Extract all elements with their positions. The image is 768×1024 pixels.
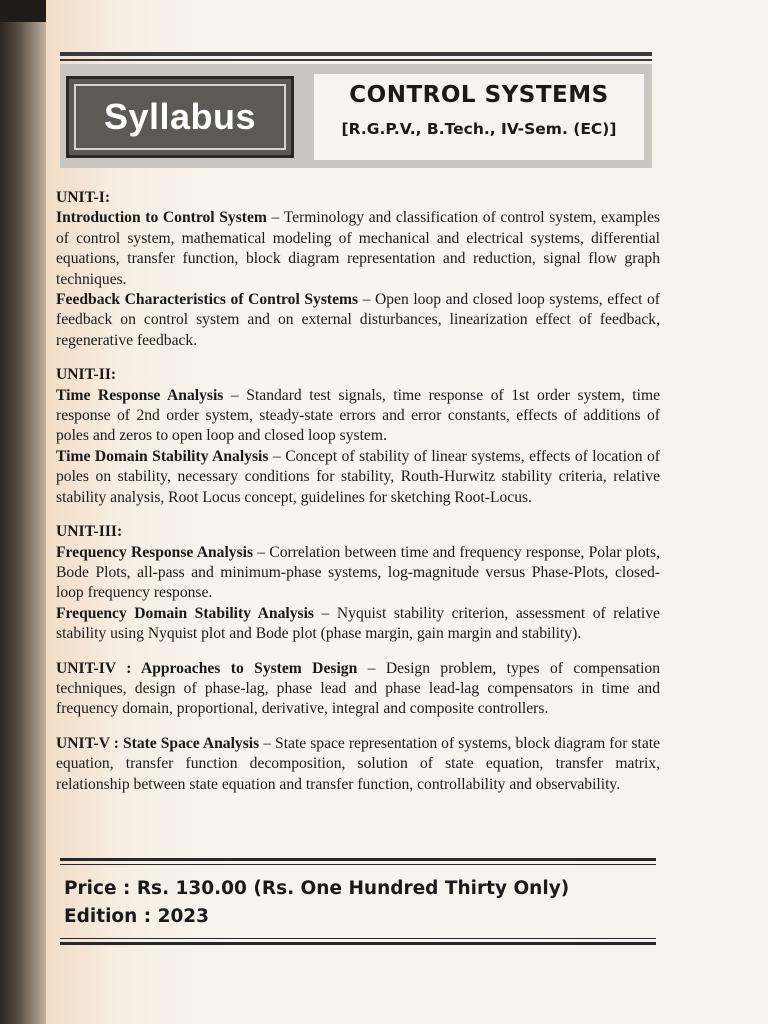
syllabus-content <box>56 188 660 809</box>
price-footer <box>60 858 656 948</box>
topic-title: Frequency Domain Stability Analysis <box>56 604 315 622</box>
footer-rule-top-thin <box>60 864 656 865</box>
topic-text: – Correlation between time and frequency response, Polar plots, Bode Plots, all-pass and minimum-phase systems, log-magnitude versus Phase-Plots, closed-loop frequency response. <box>56 543 660 602</box>
syllabus-badge-label: Syllabus <box>103 96 257 137</box>
topic-text: – Nyquist stability criterion, assessment of relative stability using Nyquist plot and Bode plot (phase margin, gain margin and stability). <box>56 604 660 643</box>
topic-title: Feedback Characteristics of Control Systems <box>56 291 359 309</box>
topic-text: – Design problem, types of compensation techniques, design of phase-lag, phase lead and phase lead-lag compensators in time and frequency domain, proportional, derivative, integral and composite controllers. <box>56 659 660 718</box>
unit-label: UNIT-V : <box>56 734 123 752</box>
topic-paragraph <box>56 734 660 795</box>
syllabus-header <box>60 52 652 170</box>
unit-4 <box>56 659 660 720</box>
edition-text: Edition : 2023 <box>64 906 210 927</box>
topic-paragraph <box>56 604 660 645</box>
course-subtitle: [R.G.P.V., B.Tech., IV-Sem. (EC)] <box>341 120 617 138</box>
topic-title: Approaches to System Design <box>140 659 358 677</box>
topic-paragraph <box>56 208 660 290</box>
topic-text: – State space representation of systems, block diagram for state equation, transfer function decomposition, solution of state equation, transfer matrix, relationship between state equation and transfer function, controllability and observability. <box>56 734 660 793</box>
subject-title: CONTROL SYSTEMS <box>349 82 609 108</box>
topic-title: State Space Analysis <box>122 734 260 752</box>
topic-title: Frequency Response Analysis <box>56 543 254 561</box>
unit-5 <box>56 734 660 795</box>
unit-label: UNIT-III: <box>56 523 123 541</box>
header-rule-top <box>60 52 652 56</box>
topic-title: Introduction to Control System <box>56 209 267 227</box>
topic-text: – Standard test signals, time response of 1st order system, time response of 2nd order system, steady-state errors and error constants, effects of additions of poles and zeros to open loop and closed loop system. <box>56 386 661 445</box>
unit-label: UNIT-IV : <box>56 659 141 677</box>
topic-title: Time Response Analysis <box>56 386 224 404</box>
topic-text: – Terminology and classification of control system, examples of control system, mathematical modeling of mechanical and electrical systems, differential equations, transfer function, block diagram representation and reduction, signal flow graph techniques. <box>56 209 660 288</box>
price-text: Price : Rs. 130.00 (Rs. One Hundred Thirty Only) <box>64 878 570 899</box>
page-binding-shadow <box>0 0 48 1024</box>
syllabus-badge <box>66 76 294 158</box>
footer-rule-bottom <box>60 942 656 945</box>
footer-rule-top <box>60 858 656 861</box>
header-rule-top-thin <box>60 59 652 61</box>
unit-1 <box>56 188 660 351</box>
topic-paragraph <box>56 447 660 508</box>
unit-2 <box>56 365 660 508</box>
topic-text: – Open loop and closed loop systems, effect of feedback on control system and on external disturbances, linearization effect of feedback, regenerative feedback. <box>56 291 660 349</box>
topic-paragraph <box>56 659 660 720</box>
unit-label: UNIT-I: <box>56 189 111 206</box>
unit-label: UNIT-II: <box>56 366 117 384</box>
footer-rule-bottom-thin <box>60 938 656 939</box>
topic-paragraph <box>56 386 660 447</box>
unit-3 <box>56 522 660 644</box>
topic-paragraph <box>56 290 660 351</box>
topic-text: – Concept of stability of linear systems, effects of location of poles on stability, necessary conditions for stability, Routh-Hurwitz stability criteria, relative stability analysis, Root Locus concept, guidelines for sketching Root-Locus. <box>56 447 660 506</box>
title-box <box>314 74 644 160</box>
syllabus-badge-frame <box>74 84 286 150</box>
topic-title: Time Domain Stability Analysis <box>56 447 269 465</box>
topic-paragraph <box>56 543 660 604</box>
